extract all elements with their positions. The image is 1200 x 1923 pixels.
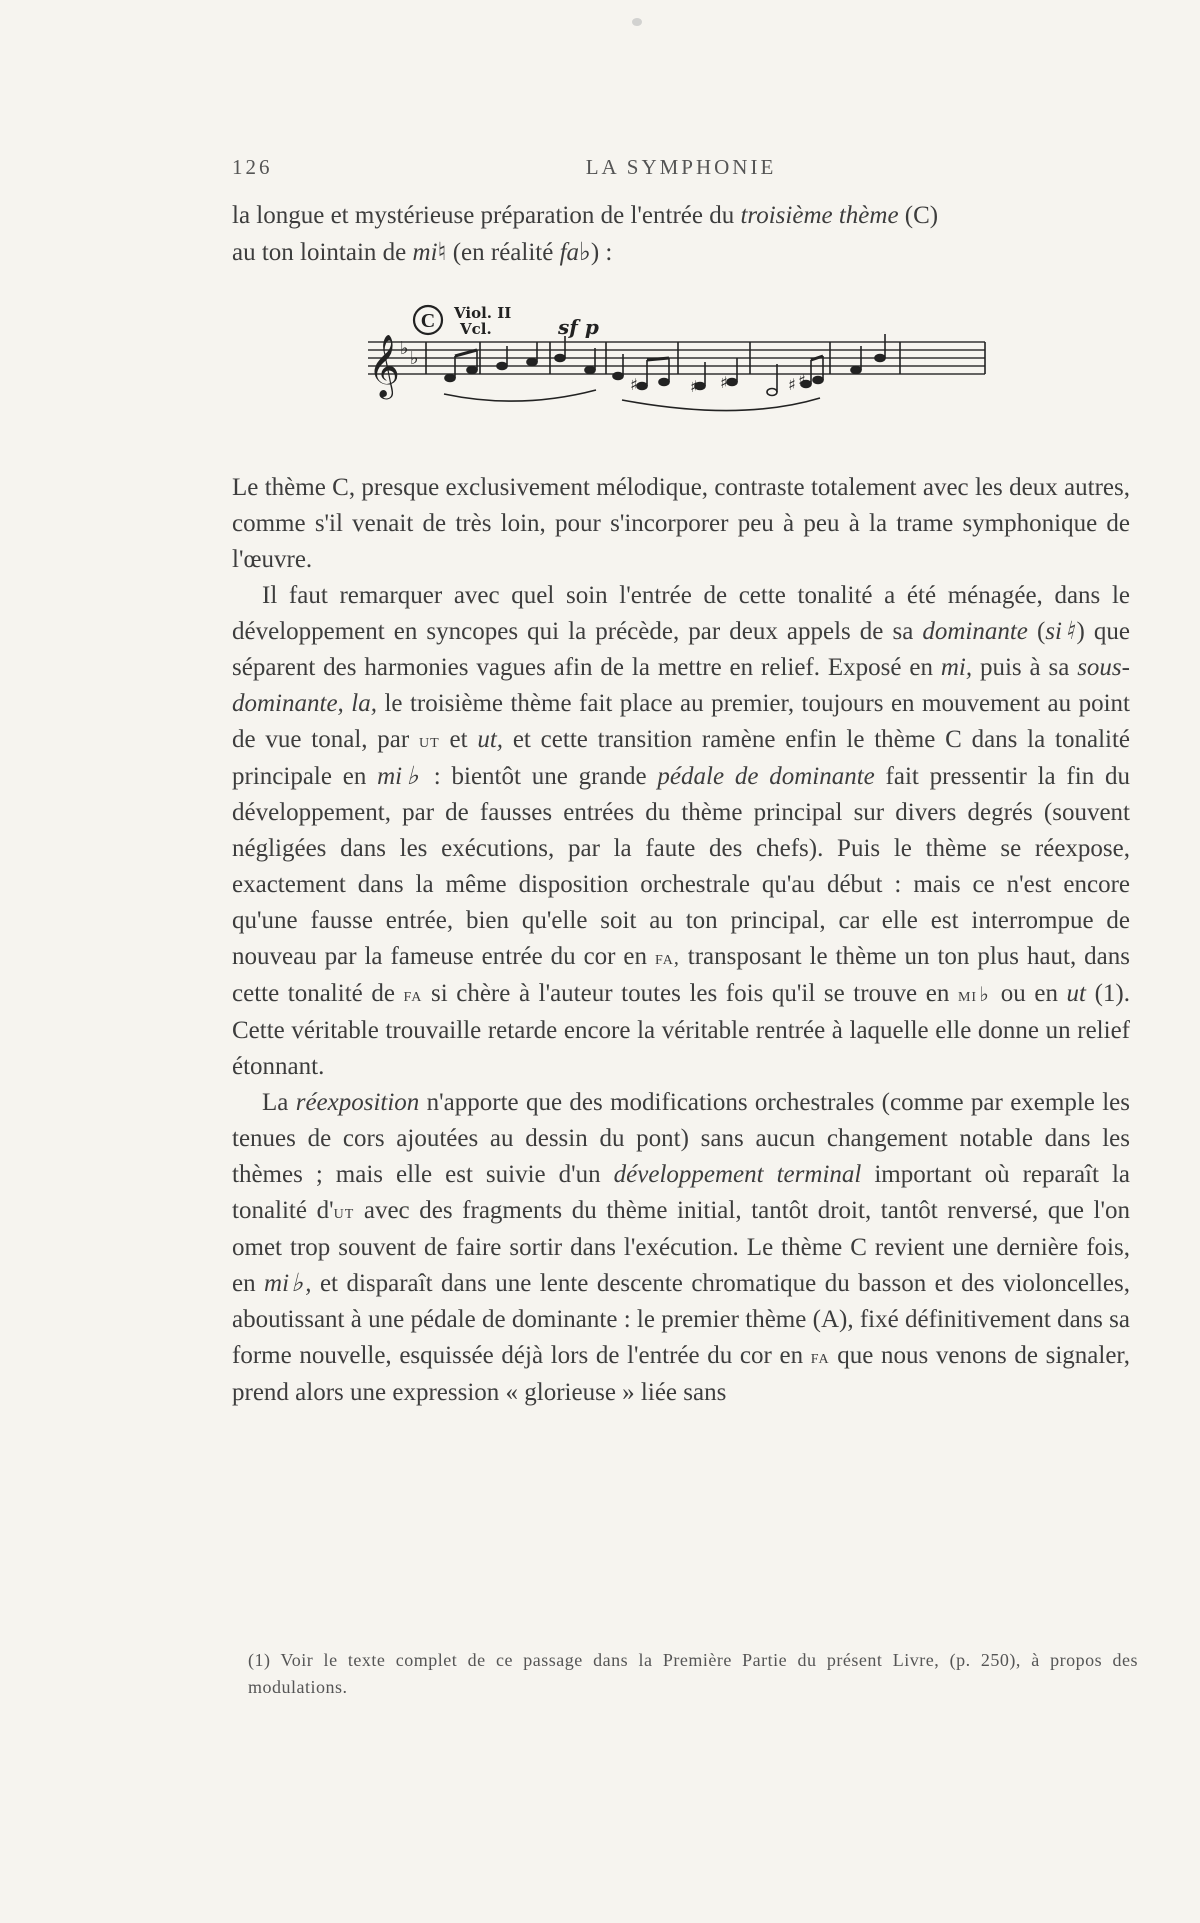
paragraph-text: ( <box>1027 618 1046 645</box>
small-caps: mi♭ <box>957 984 993 1006</box>
emphasis: mi, <box>940 654 973 681</box>
emphasis: mi♭ <box>377 763 423 790</box>
intro-line-2 <box>232 234 1130 271</box>
paragraph-text: (1). Cette véritable trouvaille retarde encore la véritable rentrée à laquelle elle donne un relief étonnant. <box>232 980 1130 1080</box>
paragraph-text: important où reparaît la tonalité d' <box>232 1161 1130 1224</box>
slur-2 <box>622 398 820 411</box>
emphasis: ut <box>1066 980 1086 1007</box>
paragraph-text: que nous venons de signaler, prend alors une expression « glorieuse » liée sans <box>232 1342 1130 1406</box>
small-caps: ut <box>333 1201 355 1223</box>
svg-text:♯: ♯ <box>798 371 806 390</box>
slur-1 <box>444 390 596 401</box>
paragraph-2 <box>232 578 1130 1085</box>
svg-text:♯: ♯ <box>788 375 796 394</box>
intro-text <box>232 197 1130 271</box>
intro-text-span: ) : <box>590 239 613 266</box>
page-header <box>232 155 1130 185</box>
page-number: 126 <box>232 155 273 179</box>
svg-text:♯: ♯ <box>630 375 638 394</box>
paragraph-text: Il faut remarquer avec quel soin l'entrée de cette tonalité a été ménagée, dans le développement en syncopes qui la précède, par deux appels de sa <box>232 582 1130 645</box>
svg-text:♯: ♯ <box>690 377 698 396</box>
paragraph-text: si chère à l'auteur toutes les fois qu'il se trouve en <box>422 980 958 1007</box>
emphasis: réexposition <box>295 1089 420 1116</box>
paper-speck <box>632 18 642 26</box>
paragraph-text: et <box>439 726 478 753</box>
running-title: LA SYMPHONIE <box>585 155 777 179</box>
paragraph-text: Le thème C, presque exclusivement mélodique, contraste totalement avec les deux autres, comme s'il venait de très loin, pour s'incorporer peu à peu à la trame symphonique de l'œuvre. <box>232 474 1130 573</box>
emphasis: dominante <box>922 618 1028 645</box>
footnote <box>248 1647 1138 1701</box>
paragraph-1 <box>232 470 1130 578</box>
emphasis: développement terminal <box>613 1161 862 1188</box>
intro-line-1 <box>232 197 1130 234</box>
music-excerpt <box>360 298 1000 418</box>
instrument-label-2: Vcl. <box>460 320 492 338</box>
accidentals <box>630 371 806 396</box>
paragraph-text: ) que séparent des harmonies vagues afin de la mettre en relief. Exposé en <box>232 618 1130 681</box>
intro-text-span: (C) <box>898 202 939 229</box>
emphasis: mi♭, <box>264 1270 312 1297</box>
emphasis: ut, <box>477 726 504 753</box>
paragraph-text: n'apporte que des modifications orchestrales (comme par exemple les tenues de cors ajoutées au dessin du pont) sans aucun changement notable dans les thèmes ; mais elle est suivie d'un <box>232 1089 1130 1188</box>
main-text <box>232 470 1130 1411</box>
intro-emphasis: fa <box>559 239 580 266</box>
paragraph-text: : bientôt une grande <box>422 763 658 790</box>
instrument-label-1: Viol. II <box>454 304 512 322</box>
small-caps: ut <box>419 730 440 752</box>
paragraph-text: le troisième thème fait place au premier, toujours en mouvement au point de vue tonal, par <box>232 690 1130 753</box>
small-caps: fa, <box>654 947 680 969</box>
paragraph-text: La <box>262 1089 296 1116</box>
key-signature: ♭ <box>410 348 419 369</box>
key-signature: ♭ <box>400 338 409 359</box>
svg-text:♯: ♯ <box>720 373 728 392</box>
rehearsal-mark: C <box>420 310 436 332</box>
paragraph-text: fait pressentir la fin du développement, par de fausses entrées du thème principal sur divers degrés (souvent négligées dans les exécutions, par la faute des chefs). Puis le thème se réexpose, exactement dans la même disposition orchestrale qu'au début : mais ce n'est encore qu'une fausse entrée, bien qu'elle soit au ton principal, car elle est interrompue de nouveau par la fameuse entrée du cor en <box>232 763 1130 970</box>
notes <box>426 334 985 396</box>
natural-sign: ♮ <box>437 239 447 266</box>
intro-text-span: la longue et mystérieuse préparation de l'entrée du <box>232 202 741 229</box>
small-caps: fa <box>810 1346 830 1368</box>
paragraph-text: avec des fragments du thème initial, tantôt droit, tantôt renversé, que l'on omet trop souvent de faire sortir dans l'exécution. Le thème C revient une dernière fois, en <box>232 1197 1130 1297</box>
paragraph-text: transposant le thème un ton plus haut, dans cette tonalité de <box>232 943 1130 1007</box>
footnote-text: (1) Voir le texte complet de ce passage dans la Première Partie du présent Livre, (p. 250), à propos des modulations. <box>248 1650 1138 1697</box>
emphasis: sous-dominante, la, <box>232 654 1130 717</box>
paragraph-3 <box>232 1085 1130 1411</box>
dynamic-marking: sf p <box>558 315 599 339</box>
paragraph-text: ou en <box>992 980 1067 1007</box>
emphasis: pédale de dominante <box>657 763 875 790</box>
paragraph-text: et disparaît dans une lente descente chromatique du basson et des violoncelles, aboutissant à une pédale de dominante : le premier thème (A), fixé définitivement dans sa forme nouvelle, esquissée déjà lors de l'entrée du cor en <box>232 1270 1130 1369</box>
intro-text-span: (en réalité <box>446 239 560 266</box>
flat-sign: ♭ <box>579 239 591 266</box>
intro-emphasis: mi <box>412 239 438 266</box>
intro-emphasis: troisième thème <box>740 202 899 229</box>
paragraph-text: et cette transition ramène enfin le thème C dans la tonalité principale en <box>232 726 1130 790</box>
emphasis: si♮ <box>1045 618 1077 645</box>
paragraph-text: puis à sa <box>972 654 1078 681</box>
small-caps: fa <box>403 984 423 1006</box>
staff-lines <box>368 342 985 374</box>
treble-clef: 𝄞 <box>368 334 400 397</box>
intro-text-span: au ton lointain de <box>232 239 413 266</box>
